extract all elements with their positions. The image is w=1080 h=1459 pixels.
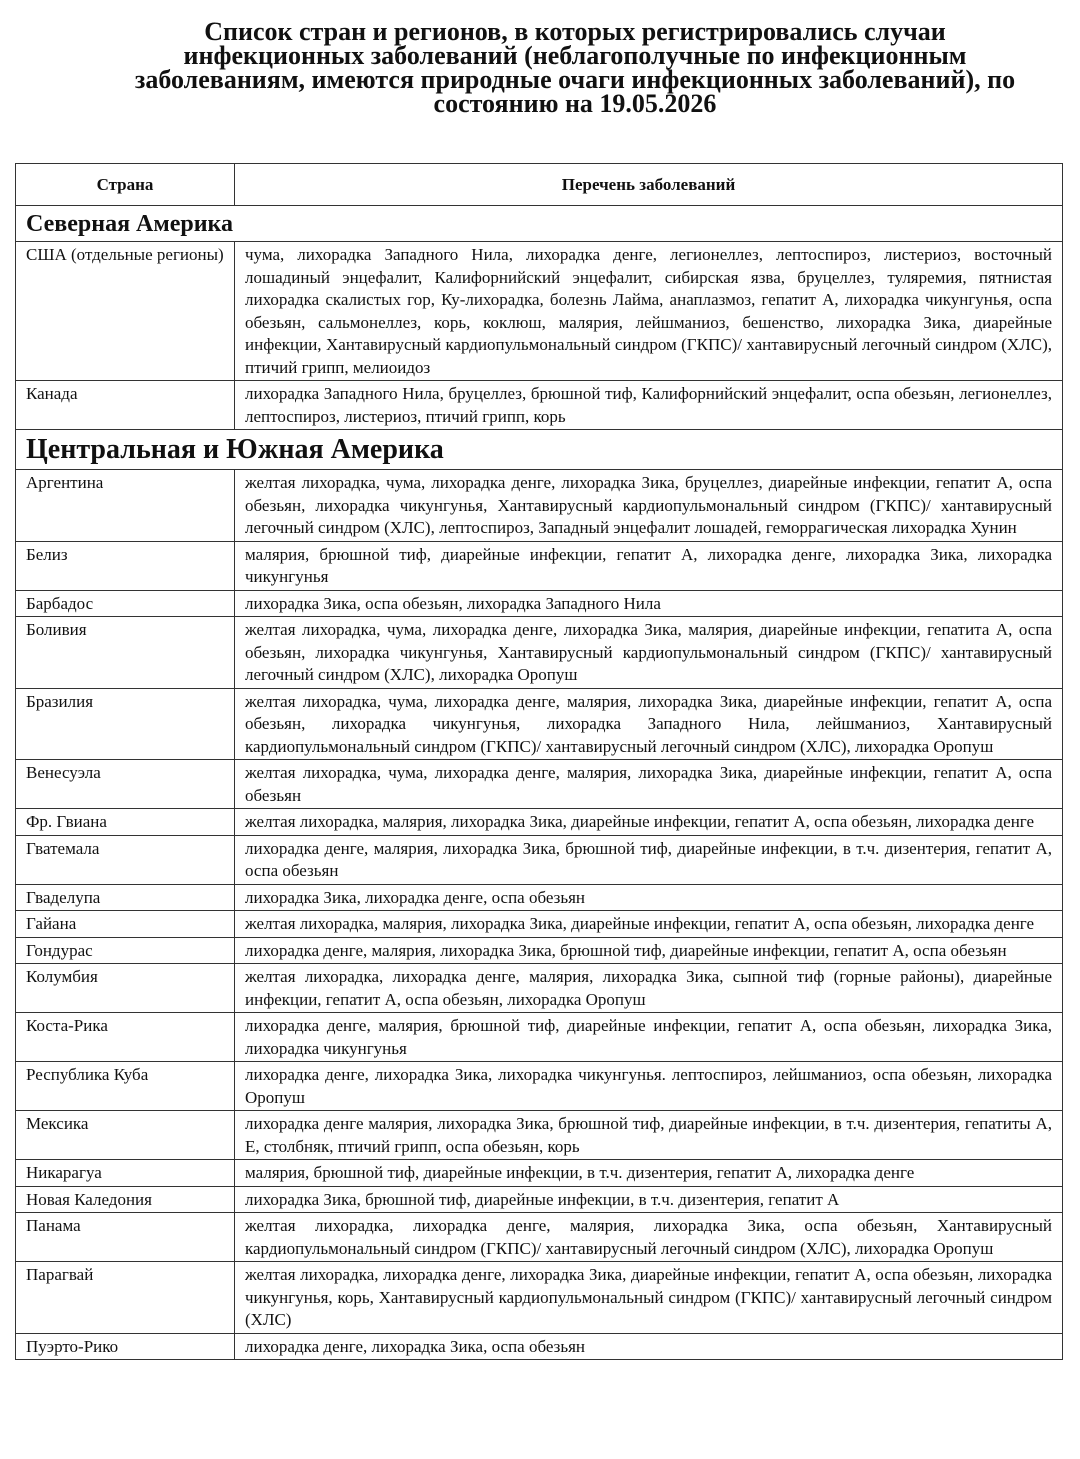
country-cell: Фр. Гвиана — [16, 809, 235, 836]
country-cell: Гондурас — [16, 937, 235, 964]
country-cell: Белиз — [16, 541, 235, 590]
diseases-cell: лихорадка денге, малярия, лихорадка Зика, брюшной тиф, диарейные инфекции, гепатит А, оспа обезьян — [235, 937, 1063, 964]
table-row — [16, 1333, 1063, 1360]
region-heading: Северная Америка — [16, 206, 1063, 242]
table-row — [16, 617, 1063, 689]
table-row — [16, 242, 1063, 381]
region-row — [16, 206, 1063, 242]
diseases-cell: малярия, брюшной тиф, диарейные инфекции, в т.ч. дизентерия, гепатит А, лихорадка денге — [235, 1160, 1063, 1187]
table-row — [16, 1262, 1063, 1334]
country-cell: Колумбия — [16, 964, 235, 1013]
table-body — [16, 206, 1063, 1360]
country-cell: Боливия — [16, 617, 235, 689]
diseases-cell: желтая лихорадка, чума, лихорадка денге, лихорадка Зика, малярия, диарейные инфекции, гепатита А, оспа обезьян, лихорадка чикунгунья, Хантавирусный кардиопульмональный синдром (ГКПС)/ хантавирусный легочный синдром (ХЛС), лихорадка Оропуш — [235, 617, 1063, 689]
table-header-row — [16, 164, 1063, 206]
diseases-cell: лихорадка денге, малярия, брюшной тиф, диарейные инфекции, гепатит А, оспа обезьян, лихорадка Зика, лихорадка чикунгунья — [235, 1013, 1063, 1062]
table-row — [16, 1111, 1063, 1160]
country-cell: Новая Каледония — [16, 1186, 235, 1213]
table-row — [16, 911, 1063, 938]
country-cell: Республика Куба — [16, 1062, 235, 1111]
table-row — [16, 937, 1063, 964]
diseases-cell: лихорадка Зика, оспа обезьян, лихорадка Западного Нила — [235, 590, 1063, 617]
diseases-cell: желтая лихорадка, малярия, лихорадка Зика, диарейные инфекции, гепатит А, оспа обезьян, лихорадка денге — [235, 809, 1063, 836]
diseases-cell: лихорадка денге малярия, лихорадка Зика, брюшной тиф, диарейные инфекции, в т.ч. дизентерия, гепатиты А, Е, столбняк, птичий грипп, оспа обезьян, корь — [235, 1111, 1063, 1160]
document-title: Список стран и регионов, в которых регистрировались случаи инфекционных заболеваний (неблагополучные по инфекционным заболеваниям, имеются природные очаги инфекционных заболеваний), по состоянию на 19.05.2026 — [134, 17, 1016, 118]
diseases-cell: желтая лихорадка, малярия, лихорадка Зика, диарейные инфекции, гепатит А, оспа обезьян, лихорадка денге — [235, 911, 1063, 938]
diseases-cell: лихорадка Западного Нила, бруцеллез, брюшной тиф, Калифорнийский энцефалит, оспа обезьян, легионеллез, лептоспироз, листериоз, птичий грипп, корь — [235, 381, 1063, 430]
diseases-cell: желтая лихорадка, лихорадка денге, малярия, лихорадка Зика, сыпной тиф (горные районы), диарейные инфекции, гепатит А, оспа обезьян, лихорадка Оропуш — [235, 964, 1063, 1013]
country-cell: Аргентина — [16, 470, 235, 542]
country-cell: Венесуэла — [16, 760, 235, 809]
table-row — [16, 760, 1063, 809]
region-heading: Центральная и Южная Америка — [16, 430, 1063, 470]
country-cell: Мексика — [16, 1111, 235, 1160]
diseases-cell: лихорадка денге, лихорадка Зика, оспа обезьян — [235, 1333, 1063, 1360]
country-cell: Парагвай — [16, 1262, 235, 1334]
country-cell: США (отдельные регионы) — [16, 242, 235, 381]
diseases-cell: желтая лихорадка, чума, лихорадка денге, малярия, лихорадка Зика, диарейные инфекции, гепатит А, оспа обезьян, лихорадка чикунгунья, лихорадка Западного Нила, лейшманиоз, Хантавирусный кардиопульмональный синдром (ГКПС)/ хантавирусный легочный синдром (ХЛС), лихорадка Оропуш — [235, 688, 1063, 760]
country-cell: Канада — [16, 381, 235, 430]
diseases-cell: лихорадка денге, лихорадка Зика, лихорадка чикунгунья. лептоспироз, лейшманиоз, оспа обезьян, лихорадка Оропуш — [235, 1062, 1063, 1111]
region-row — [16, 430, 1063, 470]
country-cell: Панама — [16, 1213, 235, 1262]
country-cell: Гваделупа — [16, 884, 235, 911]
diseases-cell: желтая лихорадка, чума, лихорадка денге, малярия, лихорадка Зика, диарейные инфекции, гепатит А, оспа обезьян — [235, 760, 1063, 809]
table-row — [16, 688, 1063, 760]
table-row — [16, 470, 1063, 542]
country-cell: Барбадос — [16, 590, 235, 617]
diseases-cell: чума, лихорадка Западного Нила, лихорадка денге, легионеллез, лептоспироз, листериоз, восточный лошадиный энцефалит, Калифорнийский энцефалит, сибирская язва, бруцеллез, туляремия, пятнистая лихорадка скалистых гор, Ку-лихорадка, болезнь Лайма, анаплазмоз, гепатит А, лихорадка чикунгунья, оспа обезьян, сальмонеллез, корь, коклюш, малярия, лейшманиоз, бешенство, лихорадка Зика, диарейные инфекции, Хантавирусный кардиопульмональный синдром (ГКПС)/ хантавирусный легочный синдром (ХЛС), птичий грипп, мелиоидоз — [235, 242, 1063, 381]
country-cell: Никарагуа — [16, 1160, 235, 1187]
diseases-cell: желтая лихорадка, лихорадка денге, лихорадка Зика, диарейные инфекции, гепатит А, оспа обезьян, лихорадка чикунгунья, корь, Хантавирусный кардиопульмональный синдром (ГКПС)/ хантавирусный легочный синдром (ХЛС) — [235, 1262, 1063, 1334]
diseases-cell: лихорадка Зика, лихорадка денге, оспа обезьян — [235, 884, 1063, 911]
header-diseases: Перечень заболеваний — [235, 164, 1063, 206]
diseases-cell: лихорадка денге, малярия, лихорадка Зика, брюшной тиф, диарейные инфекции, в т.ч. дизентерия, гепатит А, оспа обезьян — [235, 835, 1063, 884]
diseases-cell: малярия, брюшной тиф, диарейные инфекции, гепатит А, лихорадка денге, лихорадка Зика, лихорадка чикунгунья — [235, 541, 1063, 590]
table-row — [16, 590, 1063, 617]
table-row — [16, 809, 1063, 836]
country-cell: Гайана — [16, 911, 235, 938]
header-country: Страна — [16, 164, 235, 206]
diseases-cell: желтая лихорадка, чума, лихорадка денге, лихорадка Зика, бруцеллез, диарейные инфекции, гепатит А, оспа обезьян, лихорадка чикунгунья, Хантавирусный кардиопульмональный синдром (ГКПС)/ хантавирусный легочный синдром (ХЛС), лептоспироз, Западный энцефалит лошадей, геморрагическая лихорадка Хунин — [235, 470, 1063, 542]
table-row — [16, 1160, 1063, 1187]
table-row — [16, 1213, 1063, 1262]
table-row — [16, 835, 1063, 884]
table-row — [16, 964, 1063, 1013]
diseases-cell: желтая лихорадка, лихорадка денге, малярия, лихорадка Зика, оспа обезьян, Хантавирусный кардиопульмональный синдром (ГКПС)/ хантавирусный легочный синдром (ХЛС), лихорадка Оропуш — [235, 1213, 1063, 1262]
table-row — [16, 541, 1063, 590]
country-cell: Бразилия — [16, 688, 235, 760]
table-row — [16, 1013, 1063, 1062]
table-row — [16, 884, 1063, 911]
country-cell: Коста-Рика — [16, 1013, 235, 1062]
countries-table — [15, 163, 1063, 1360]
diseases-cell: лихорадка Зика, брюшной тиф, диарейные инфекции, в т.ч. дизентерия, гепатит А — [235, 1186, 1063, 1213]
table-row — [16, 1062, 1063, 1111]
country-cell: Пуэрто-Рико — [16, 1333, 235, 1360]
country-cell: Гватемала — [16, 835, 235, 884]
table-row — [16, 381, 1063, 430]
table-row — [16, 1186, 1063, 1213]
